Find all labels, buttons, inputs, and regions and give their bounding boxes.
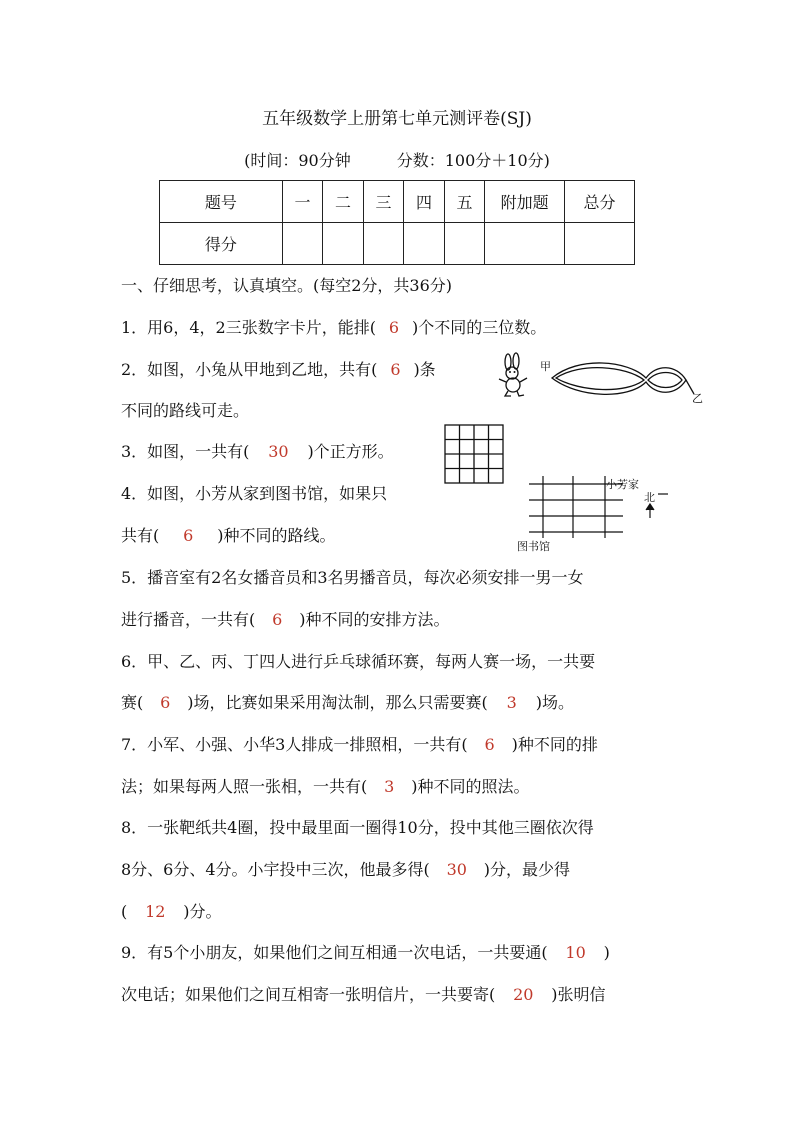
question-3	[121, 442, 394, 462]
street-map-figure	[512, 474, 672, 554]
q1-text-pre: 1．用6，4，2三张数字卡片，能排(	[121, 318, 376, 337]
score-header-cell: 五	[444, 181, 485, 223]
q7-text-pre-1: 7．小军、小强、小华3人排成一排照相，一共有(	[121, 735, 468, 754]
q3-answer: 30	[268, 442, 289, 461]
q9-text-post-1: )	[603, 943, 610, 962]
home-label: 小芳家	[606, 478, 639, 491]
time-info: (时间：90分钟	[244, 151, 351, 170]
question-8-cont	[121, 860, 570, 880]
q8-answer-2: 12	[145, 902, 166, 921]
question-9	[121, 943, 610, 963]
score-table	[159, 180, 635, 265]
q8-answer-1: 30	[446, 860, 467, 879]
question-7-cont	[121, 777, 530, 797]
q1-answer: 6	[388, 318, 400, 337]
question-8: 8．一张靶纸共4圈，投中最里面一圈得10分，投中其他三圈依次得	[121, 818, 594, 837]
score-cell[interactable]	[282, 223, 323, 265]
question-1	[121, 318, 546, 338]
q5-text-pre: 进行播音，一共有(	[121, 610, 256, 629]
q9-text-pre-2: 次电话；如果他们之间互相寄一张明信片，一共要寄(	[121, 985, 496, 1004]
score-cell[interactable]	[363, 223, 404, 265]
q9-answer-2: 20	[513, 985, 534, 1004]
score-cell[interactable]	[485, 223, 565, 265]
score-header-cell: 三	[363, 181, 404, 223]
page-title: 五年级数学上册第七单元测评卷(SJ)	[262, 109, 532, 129]
q4-text-post: )种不同的路线。	[217, 526, 336, 545]
q1-text-post: )个不同的三位数。	[411, 318, 547, 337]
q6-answer-2: 3	[506, 693, 517, 712]
q8-text-pre-3: (	[121, 902, 128, 921]
question-8-cont-2	[121, 902, 222, 922]
q3-text-pre: 3．如图，一共有(	[121, 442, 250, 461]
q5-answer: 6	[272, 610, 283, 629]
q2-answer: 6	[390, 360, 401, 379]
score-header-cell: 一	[282, 181, 323, 223]
question-2-cont: 不同的路线可走。	[121, 401, 250, 420]
q6-text-pre: 赛(	[121, 693, 144, 712]
question-4-cont	[121, 526, 336, 546]
question-6-cont	[121, 693, 574, 713]
q3-text-post: )个正方形。	[307, 442, 394, 461]
q6-answer-1: 6	[160, 693, 171, 712]
score-table-header-row	[160, 181, 635, 223]
q2-text-pre: 2．如图，小兔从甲地到乙地，共有(	[121, 360, 378, 379]
q9-answer-1: 10	[565, 943, 586, 962]
q4-answer: 6	[183, 526, 194, 545]
question-5: 5．播音室有2名女播音员和3名男播音员，每次必须安排一男一女	[121, 568, 584, 587]
score-header-cell: 总分	[565, 181, 635, 223]
question-9-cont	[121, 985, 606, 1005]
q8-text-post-2: )分，最少得	[483, 860, 571, 879]
score-row-label: 得分	[160, 223, 283, 265]
q9-text-pre-1: 9．有5个小朋友，如果他们之间互相通一次电话，一共要通(	[121, 943, 548, 962]
score-cell[interactable]	[404, 223, 445, 265]
library-label: 图书馆	[517, 540, 550, 553]
score-header-cell: 附加题	[485, 181, 565, 223]
score-header-cell: 四	[404, 181, 445, 223]
exam-info	[0, 148, 794, 171]
q2-text-post: )条	[413, 360, 436, 379]
north-label: 北	[644, 491, 655, 504]
question-7	[121, 735, 598, 755]
question-2	[121, 360, 436, 380]
q6-text-mid: )场，比赛如果采用淘汰制，那么只需要赛(	[187, 693, 488, 712]
q8-text-pre-2: 8分、6分、4分。小宇投中三次，他最多得(	[121, 860, 430, 879]
question-5-cont	[121, 610, 450, 630]
score-cell[interactable]	[444, 223, 485, 265]
score-cell[interactable]	[565, 223, 635, 265]
label-jia: 甲	[540, 360, 551, 373]
score-header-cell: 题号	[160, 181, 283, 223]
square-grid-figure	[444, 424, 504, 484]
q7-text-pre-2: 法；如果每两人照一张相，一共有(	[121, 777, 368, 796]
q7-text-post-2: )种不同的照法。	[411, 777, 530, 796]
rabbit-illustration	[496, 354, 536, 398]
route-diagram	[538, 356, 708, 404]
q4-text-pre: 共有(	[121, 526, 160, 545]
q5-text-post: )种不同的安排方法。	[299, 610, 450, 629]
q9-text-post-2: )张明信	[551, 985, 606, 1004]
q7-answer-2: 3	[384, 777, 395, 796]
q7-answer-1: 6	[484, 735, 495, 754]
score-table-score-row	[160, 223, 635, 265]
label-yi: 乙	[692, 392, 703, 405]
section-heading: 一、仔细思考，认真填空。(每空2分，共36分)	[121, 276, 453, 295]
score-header-cell: 二	[323, 181, 364, 223]
score-cell[interactable]	[323, 223, 364, 265]
q6-text-post: )场。	[535, 693, 574, 712]
question-6: 6．甲、乙、丙、丁四人进行乒乓球循环赛，每两人赛一场，一共要	[121, 652, 596, 671]
score-info: 分数：100分＋10分)	[396, 151, 550, 170]
q8-text-post-3: )分。	[183, 902, 222, 921]
q7-text-post-1: )种不同的排	[511, 735, 598, 754]
question-4: 4．如图，小芳从家到图书馆，如果只	[121, 484, 388, 503]
